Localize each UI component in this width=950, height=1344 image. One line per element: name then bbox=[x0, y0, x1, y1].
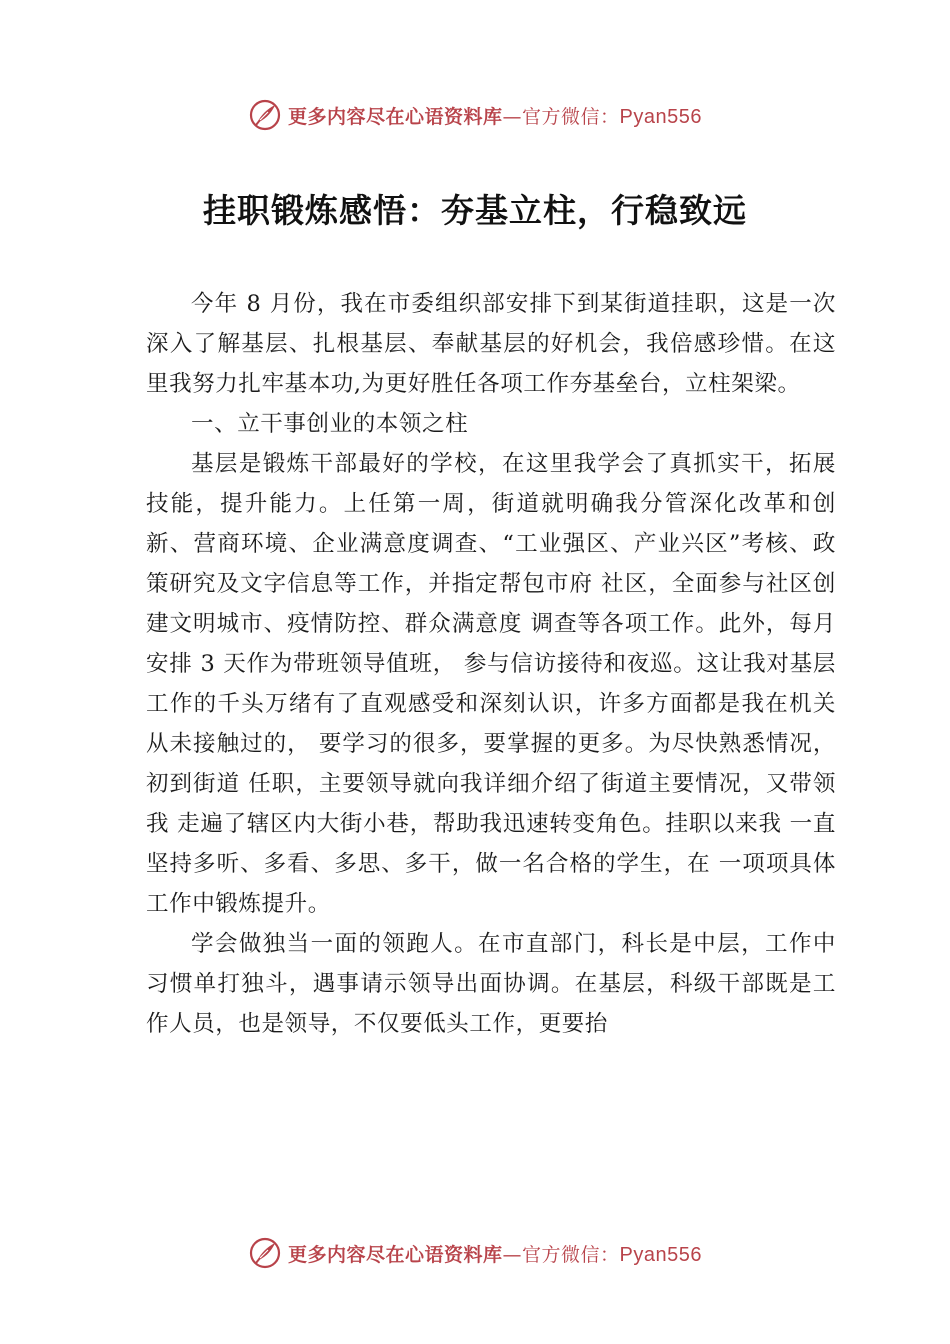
watermark-brand: 更多内容尽在心语资料库 bbox=[288, 1243, 503, 1266]
section-heading: 一、立干事创业的本领之柱 bbox=[191, 411, 469, 437]
watermark-wechat-label: 官方微信： bbox=[522, 1243, 620, 1266]
watermark-text bbox=[288, 102, 702, 129]
header-watermark bbox=[0, 95, 950, 135]
footer-watermark bbox=[0, 1233, 950, 1273]
document-body bbox=[146, 284, 836, 1044]
feather-quill-icon bbox=[248, 98, 282, 132]
paragraph-section-1: 基层是锻炼干部最好的学校，在这里我学会了真抓实干，拓展技能，提升能力。上任第一周，街道就明确我分管深化改革和创新、营商环境、企业满意度调查、“工业强区、产业兴区”考核、政策研究及文字信息等工作，并指定帮包市府 社区，全面参与社区创建文明城市、疫情防控、群众满意度 调查等各项工作。此外，每月安排 3 天作为带班领导值班， 参与信访接待和夜巡。这让我对基层工作的千头万绪有了直观感受和深刻认识，许多方面都是我在机关从未接触过的， 要学习的很多，要掌握的更多。为尽快熟悉情况，初到街道 任职，主要领导就向我详细介绍了街道主要情况，又带领我 走遍了辖区内大街小巷，帮助我迅速转变角色。挂职以来我 一直坚持多听、多看、多思、多干，做一名合格的学生，在 一项项具体工作中锻炼提升。 bbox=[146, 451, 836, 917]
feather-quill-icon bbox=[248, 1236, 282, 1270]
paragraph-intro: 今年 8 月份，我在市委组织部安排下到某街道挂职，这是一次深入了解基层、扎根基层、奉献基层的好机会，我倍感珍惜。在这里我努力扎牢基本功,为更好胜任各项工作夯基垒台，立柱架梁。 bbox=[146, 291, 836, 397]
watermark-dash: — bbox=[502, 1243, 523, 1266]
document-title: 挂职锻炼感悟：夯基立柱，行稳致远 bbox=[203, 191, 747, 230]
watermark-dash: — bbox=[502, 105, 523, 128]
watermark-text bbox=[288, 1240, 702, 1267]
watermark-wechat-id: Pyan556 bbox=[619, 105, 702, 128]
paragraph-section-2: 学会做独当一面的领跑人。在市直部门，科长是中层，工作中习惯单打独斗，遇事请示领导出面协调。在基层，科级干部既是工作人员，也是领导，不仅要低头工作，更要抬 bbox=[146, 931, 836, 1037]
watermark-wechat-id: Pyan556 bbox=[619, 1243, 702, 1266]
watermark-wechat-label: 官方微信： bbox=[522, 105, 620, 128]
watermark-brand: 更多内容尽在心语资料库 bbox=[288, 105, 503, 128]
